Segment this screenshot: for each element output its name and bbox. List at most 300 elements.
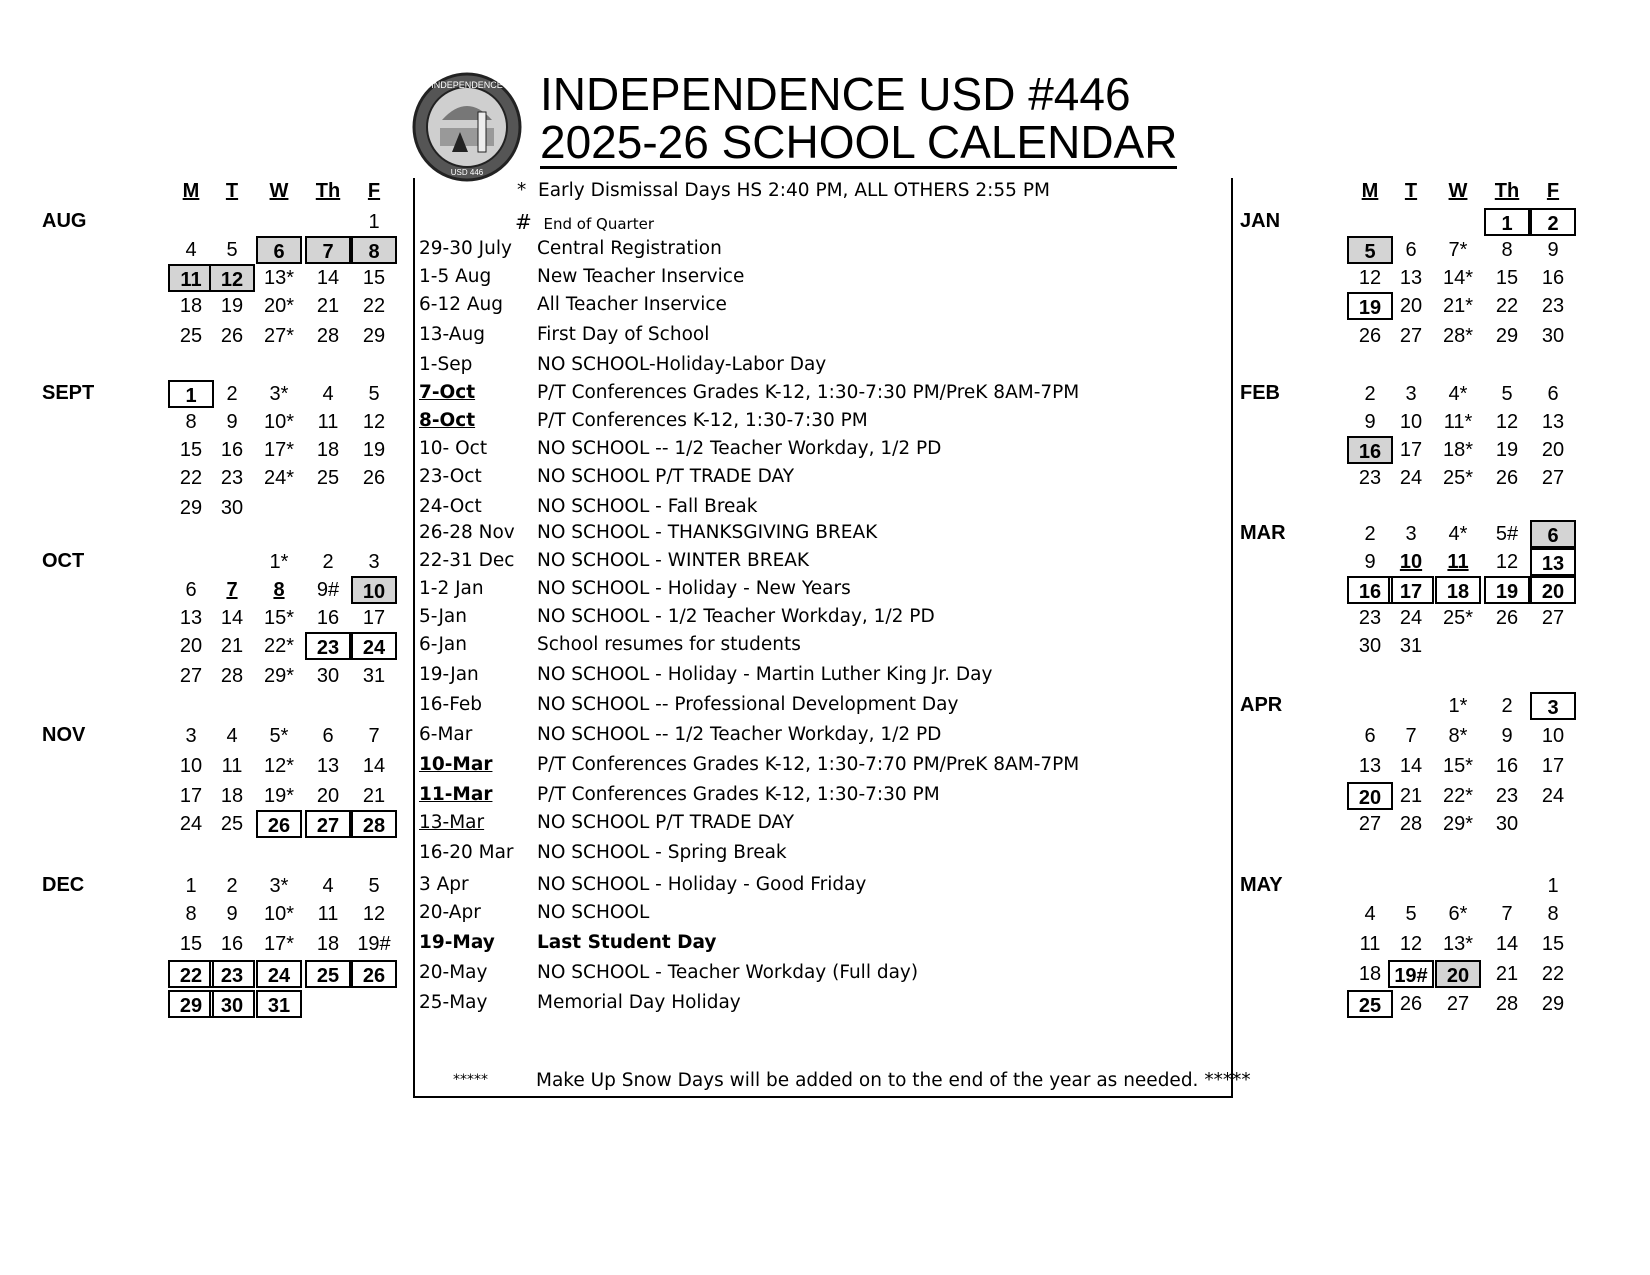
day-cell: 12: [209, 264, 255, 292]
day-cell: 30: [1358, 635, 1382, 657]
day-cell: 20: [1530, 576, 1576, 604]
day-cell: 24*: [263, 467, 295, 489]
day-cell: 27: [1358, 813, 1382, 835]
day-cell: 28: [1399, 813, 1423, 835]
day-cell: 22: [179, 467, 203, 489]
right-header-m: M: [1361, 180, 1379, 202]
day-cell: 3: [1405, 383, 1417, 405]
page-title: [540, 70, 1177, 169]
day-cell: 22*: [263, 635, 295, 657]
day-cell: 17: [1399, 439, 1423, 461]
event-date: 5-Jan: [419, 606, 467, 627]
day-cell: 2: [1364, 383, 1376, 405]
day-cell: 8: [273, 579, 285, 601]
day-cell: 5*: [269, 725, 289, 747]
event-date: 16-Feb: [419, 694, 482, 715]
day-cell: 23: [1541, 295, 1565, 317]
day-cell: 6: [1364, 725, 1376, 747]
event-date: 26-28 Nov: [419, 522, 515, 543]
day-cell: 6: [322, 725, 334, 747]
day-cell: 25: [316, 467, 340, 489]
day-cell: 27: [1446, 993, 1470, 1015]
day-cell: 18: [1358, 963, 1382, 985]
day-cell: 19: [1484, 576, 1530, 604]
day-cell: 13: [179, 607, 203, 629]
day-cell: 10*: [263, 903, 295, 925]
day-cell: 19: [1495, 439, 1519, 461]
event-description: P/T Conferences Grades K-12, 1:30-7:70 PM/PreK 8AM-7PM: [537, 754, 1080, 775]
right-header-w: W: [1448, 180, 1468, 202]
day-cell: 26: [1495, 607, 1519, 629]
day-cell: 8: [1547, 903, 1559, 925]
day-cell: 7*: [1448, 239, 1468, 261]
event-description: NO SCHOOL -- Professional Development Day: [537, 694, 959, 715]
day-cell: 29*: [263, 665, 295, 687]
day-cell: 10: [1541, 725, 1565, 747]
event-date: 6-Jan: [419, 634, 467, 655]
day-cell: 22*: [1442, 785, 1474, 807]
day-cell: 3: [1405, 523, 1417, 545]
footer-stars: *****: [453, 1072, 488, 1088]
day-cell: 11*: [1443, 411, 1473, 433]
day-cell: 27: [179, 665, 203, 687]
day-cell: 28: [351, 810, 397, 838]
day-cell: 16: [316, 607, 340, 629]
day-cell: 10: [351, 576, 397, 604]
event-description: NO SCHOOL - 1/2 Teacher Workday, 1/2 PD: [537, 606, 935, 627]
right-header-th: Th: [1494, 180, 1520, 202]
month-label-nov: NOV: [42, 724, 86, 746]
day-cell: 24: [1399, 467, 1423, 489]
day-cell: 6: [1530, 520, 1576, 548]
day-cell: 18: [316, 439, 340, 461]
day-cell: 21: [362, 785, 386, 807]
day-cell: 18: [1435, 576, 1481, 604]
day-cell: 11: [1359, 933, 1381, 955]
event-date: 1-Sep: [419, 354, 473, 375]
day-cell: 16: [1495, 755, 1519, 777]
day-cell: 2: [226, 383, 238, 405]
day-cell: 25*: [1442, 607, 1474, 629]
day-cell: 4*: [1448, 523, 1468, 545]
day-cell: 12: [1495, 411, 1519, 433]
day-cell: 2: [226, 875, 238, 897]
day-cell: 30: [220, 497, 244, 519]
day-cell: 18*: [1442, 439, 1474, 461]
day-cell: 7: [1501, 903, 1513, 925]
day-cell: 5: [1347, 236, 1393, 264]
logo-bottom-text: USD 446: [450, 168, 484, 177]
day-cell: 25: [1347, 990, 1393, 1018]
day-cell: 19: [1347, 292, 1393, 320]
day-cell: 28: [220, 665, 244, 687]
month-label-feb: FEB: [1240, 382, 1280, 404]
day-cell: 10: [1399, 551, 1423, 573]
event-description: First Day of School: [537, 324, 710, 345]
day-cell: 9#: [316, 579, 340, 601]
day-cell: 15: [362, 267, 386, 289]
day-cell: 13*: [263, 267, 295, 289]
day-cell: 11: [221, 755, 243, 777]
day-cell: 4: [322, 383, 334, 405]
day-cell: 12: [1495, 551, 1519, 573]
day-cell: 5: [1405, 903, 1417, 925]
day-cell: 5: [1501, 383, 1513, 405]
day-cell: 8: [185, 411, 197, 433]
event-description: NO SCHOOL P/T TRADE DAY: [537, 812, 795, 833]
day-cell: 5#: [1495, 523, 1519, 545]
left-header-f: F: [367, 180, 381, 202]
day-cell: 17: [1388, 576, 1434, 604]
day-cell: 2: [1364, 523, 1376, 545]
day-cell: 26: [256, 810, 302, 838]
day-cell: 29: [1541, 993, 1565, 1015]
event-date: 29-30 July: [419, 238, 512, 259]
day-cell: 12: [362, 411, 386, 433]
day-cell: 31: [362, 665, 386, 687]
day-cell: 31: [1399, 635, 1423, 657]
day-cell: 1*: [269, 551, 289, 573]
day-cell: 4: [226, 725, 238, 747]
day-cell: 17: [362, 607, 386, 629]
day-cell: 20: [1347, 782, 1393, 810]
day-cell: 22: [362, 295, 386, 317]
event-description: NO SCHOOL -- 1/2 Teacher Workday, 1/2 PD: [537, 438, 942, 459]
event-description: P/T Conferences Grades K-12, 1:30-7:30 PM/PreK 8AM-7PM: [537, 382, 1080, 403]
day-cell: 27: [1541, 607, 1565, 629]
day-cell: 29: [362, 325, 386, 347]
month-label-oct: OCT: [42, 550, 85, 572]
day-cell: 17*: [263, 933, 295, 955]
event-description: NO SCHOOL -- 1/2 Teacher Workday, 1/2 PD: [537, 724, 942, 745]
day-cell: 14: [1399, 755, 1423, 777]
event-description: NO SCHOOL - Holiday - Good Friday: [537, 874, 867, 895]
day-cell: 12: [1399, 933, 1423, 955]
event-date: 1-5 Aug: [419, 266, 492, 287]
day-cell: 13: [1530, 548, 1576, 576]
day-cell: 23: [220, 467, 244, 489]
day-cell: 20: [316, 785, 340, 807]
event-description: P/T Conferences Grades K-12, 1:30-7:30 PM: [537, 784, 940, 805]
day-cell: 12: [362, 903, 386, 925]
month-label-jan: JAN: [1240, 210, 1281, 232]
day-cell: 14: [1495, 933, 1519, 955]
day-cell: 13: [316, 755, 340, 777]
day-cell: 26: [220, 325, 244, 347]
event-description: NO SCHOOL - Spring Break: [537, 842, 787, 863]
title-line-1: INDEPENDENCE USD #446: [540, 68, 1131, 120]
day-cell: 3: [185, 725, 197, 747]
day-cell: 17: [1541, 755, 1565, 777]
day-cell: 26: [351, 960, 397, 988]
day-cell: 19: [220, 295, 244, 317]
day-cell: 7: [1405, 725, 1417, 747]
day-cell: 7: [226, 579, 238, 601]
event-description: NO SCHOOL - WINTER BREAK: [537, 550, 810, 571]
day-cell: 19#: [357, 933, 391, 955]
event-description: Central Registration: [537, 238, 722, 259]
day-cell: 19*: [263, 785, 295, 807]
day-cell: 15: [1495, 267, 1519, 289]
event-date: 13-Aug: [419, 324, 485, 345]
day-cell: 15: [1541, 933, 1565, 955]
event-date: 7-Oct: [419, 382, 476, 403]
day-cell: 5: [226, 239, 238, 261]
day-cell: 13*: [1442, 933, 1474, 955]
event-description: NO SCHOOL-Holiday-Labor Day: [537, 354, 827, 375]
day-cell: 7: [368, 725, 380, 747]
day-cell: 18: [179, 295, 203, 317]
logo-top-text: INDEPENDENCE: [431, 80, 503, 90]
district-logo: [412, 72, 522, 182]
day-cell: 21: [220, 635, 244, 657]
event-description: NO SCHOOL - Holiday - Martin Luther King Jr. Day: [537, 664, 993, 685]
title-line-2: 2025-26 SCHOOL CALENDAR: [540, 116, 1178, 168]
day-cell: 6: [256, 236, 302, 264]
day-cell: 11: [1447, 551, 1469, 573]
day-cell: 3*: [269, 383, 289, 405]
event-description: NO SCHOOL: [537, 902, 650, 923]
day-cell: 20: [1541, 439, 1565, 461]
day-cell: 1*: [1448, 695, 1468, 717]
day-cell: 8: [1501, 239, 1513, 261]
day-cell: 30: [1541, 325, 1565, 347]
day-cell: 1: [185, 875, 197, 897]
event-date: 10-Mar: [419, 754, 493, 775]
day-cell: 9: [1364, 551, 1376, 573]
day-cell: 4: [185, 239, 197, 261]
day-cell: 15: [179, 933, 203, 955]
event-date: 8-Oct: [419, 410, 476, 431]
day-cell: 6: [185, 579, 197, 601]
left-header-w: W: [269, 180, 289, 202]
left-header-th: Th: [315, 180, 341, 202]
day-cell: 9: [226, 411, 238, 433]
day-cell: 14*: [1442, 267, 1474, 289]
event-date: 25-May: [419, 992, 488, 1013]
day-cell: 27: [305, 810, 351, 838]
day-cell: 23: [1358, 607, 1382, 629]
day-cell: 10: [179, 755, 203, 777]
event-date: 19-Jan: [419, 664, 479, 685]
day-cell: 16: [1347, 576, 1393, 604]
day-cell: 8*: [1448, 725, 1468, 747]
day-cell: 19#: [1388, 960, 1434, 988]
day-cell: 28: [1495, 993, 1519, 1015]
day-cell: 22: [1541, 963, 1565, 985]
event-description: NO SCHOOL - THANKSGIVING BREAK: [537, 522, 878, 543]
day-cell: 24: [1541, 785, 1565, 807]
event-date: 6-12 Aug: [419, 294, 503, 315]
event-description: New Teacher Inservice: [537, 266, 745, 287]
day-cell: 1: [168, 380, 214, 408]
day-cell: 24: [351, 632, 397, 660]
event-date: 20-May: [419, 962, 488, 983]
day-cell: 14: [362, 755, 386, 777]
day-cell: 29: [179, 497, 203, 519]
day-cell: 23: [305, 632, 351, 660]
day-cell: 31: [256, 990, 302, 1018]
event-description: Memorial Day Holiday: [537, 992, 741, 1013]
day-cell: 30: [1495, 813, 1519, 835]
day-cell: 10*: [263, 411, 295, 433]
day-cell: 30: [209, 990, 255, 1018]
event-date: 13-Mar: [419, 812, 485, 833]
day-cell: 20: [179, 635, 203, 657]
day-cell: 1: [1547, 875, 1559, 897]
event-description: P/T Conferences K-12, 1:30-7:30 PM: [537, 410, 868, 431]
day-cell: 13: [1358, 755, 1382, 777]
event-description: Last Student Day: [537, 932, 717, 953]
day-cell: 17*: [263, 439, 295, 461]
day-cell: 26: [1495, 467, 1519, 489]
day-cell: 3: [368, 551, 380, 573]
day-cell: 6*: [1448, 903, 1468, 925]
legend-quarter-text: End of Quarter: [543, 215, 654, 233]
day-cell: 28: [316, 325, 340, 347]
event-date: 20-Apr: [419, 902, 481, 923]
legend-early-text: Early Dismissal Days HS 2:40 PM, ALL OTHERS 2:55 PM: [538, 180, 1050, 201]
footer-note: Make Up Snow Days will be added on to the end of the year as needed. *****: [536, 1070, 1251, 1091]
day-cell: 29*: [1442, 813, 1474, 835]
day-cell: 2: [1501, 695, 1513, 717]
day-cell: 19: [362, 439, 386, 461]
day-cell: 1: [368, 211, 380, 233]
month-label-mar: MAR: [1240, 522, 1286, 544]
day-cell: 26: [1358, 325, 1382, 347]
day-cell: 3*: [269, 875, 289, 897]
day-cell: 4: [322, 875, 334, 897]
day-cell: 9: [1547, 239, 1559, 261]
day-cell: 25: [220, 813, 244, 835]
day-cell: 23: [1495, 785, 1519, 807]
event-date: 1-2 Jan: [419, 578, 484, 599]
day-cell: 2: [1530, 208, 1576, 236]
event-description: NO SCHOOL - Holiday - New Years: [537, 578, 851, 599]
day-cell: 17: [179, 785, 203, 807]
day-cell: 26: [362, 467, 386, 489]
day-cell: 2: [322, 551, 334, 573]
day-cell: 18: [316, 933, 340, 955]
day-cell: 11: [317, 903, 339, 925]
day-cell: 15*: [263, 607, 295, 629]
day-cell: 24: [256, 960, 302, 988]
legend-quarter-symbol: #: [515, 210, 532, 234]
day-cell: 27: [1399, 325, 1423, 347]
day-cell: 22: [1495, 295, 1519, 317]
event-date: 24-Oct: [419, 496, 482, 517]
day-cell: 8: [351, 236, 397, 264]
day-cell: 21*: [1442, 295, 1474, 317]
month-label-sept: SEPT: [42, 382, 95, 404]
day-cell: 11: [168, 264, 214, 292]
event-date: 22-31 Dec: [419, 550, 515, 571]
day-cell: 8: [185, 903, 197, 925]
event-date: 23-Oct: [419, 466, 482, 487]
day-cell: 13: [1541, 411, 1565, 433]
day-cell: 15: [179, 439, 203, 461]
day-cell: 18: [220, 785, 244, 807]
day-cell: 26: [1399, 993, 1423, 1015]
day-cell: 20*: [263, 295, 295, 317]
day-cell: 16: [1347, 436, 1393, 464]
event-description: NO SCHOOL P/T TRADE DAY: [537, 466, 795, 487]
event-date: 11-Mar: [419, 784, 493, 805]
day-cell: 27*: [263, 325, 295, 347]
day-cell: 20: [1435, 960, 1481, 988]
event-description: All Teacher Inservice: [537, 294, 727, 315]
event-date: 6-Mar: [419, 724, 473, 745]
day-cell: 13: [1399, 267, 1423, 289]
day-cell: 14: [316, 267, 340, 289]
left-header-m: M: [182, 180, 200, 202]
day-cell: 23: [209, 960, 255, 988]
day-cell: 1: [1484, 208, 1530, 236]
day-cell: 22: [168, 960, 214, 988]
day-cell: 24: [179, 813, 203, 835]
day-cell: 29: [168, 990, 214, 1018]
day-cell: 9: [226, 903, 238, 925]
day-cell: 12*: [263, 755, 295, 777]
month-label-may: MAY: [1240, 874, 1283, 896]
day-cell: 14: [220, 607, 244, 629]
event-description: NO SCHOOL - Teacher Workday (Full day): [537, 962, 919, 983]
month-label-apr: APR: [1240, 694, 1283, 716]
left-header-t: T: [225, 180, 239, 202]
legend-early-symbol: *: [517, 180, 527, 201]
day-cell: 21: [316, 295, 340, 317]
day-cell: 4*: [1448, 383, 1468, 405]
day-cell: 6: [1547, 383, 1559, 405]
event-description: NO SCHOOL - Fall Break: [537, 496, 758, 517]
day-cell: 10: [1399, 411, 1423, 433]
day-cell: 25: [179, 325, 203, 347]
event-description: School resumes for students: [537, 634, 801, 655]
day-cell: 5: [368, 383, 380, 405]
day-cell: 3: [1530, 692, 1576, 720]
events-list: [413, 178, 1233, 1098]
day-cell: 12: [1358, 267, 1382, 289]
day-cell: 16: [220, 439, 244, 461]
day-cell: 24: [1399, 607, 1423, 629]
right-header-f: F: [1546, 180, 1560, 202]
event-date: 10- Oct: [419, 438, 488, 459]
event-date: 3 Apr: [419, 874, 469, 895]
event-date: 19-May: [419, 932, 495, 953]
month-label-dec: DEC: [42, 874, 85, 896]
day-cell: 5: [368, 875, 380, 897]
day-cell: 9: [1364, 411, 1376, 433]
day-cell: 15*: [1442, 755, 1474, 777]
day-cell: 29: [1495, 325, 1519, 347]
day-cell: 16: [220, 933, 244, 955]
day-cell: 20: [1399, 295, 1423, 317]
day-cell: 23: [1358, 467, 1382, 489]
day-cell: 7: [305, 236, 351, 264]
day-cell: 27: [1541, 467, 1565, 489]
event-date: 16-20 Mar: [419, 842, 514, 863]
right-header-t: T: [1404, 180, 1418, 202]
day-cell: 30: [316, 665, 340, 687]
day-cell: 9: [1501, 725, 1513, 747]
day-cell: 16: [1541, 267, 1565, 289]
day-cell: 11: [317, 411, 339, 433]
day-cell: 6: [1405, 239, 1417, 261]
day-cell: 25*: [1442, 467, 1474, 489]
day-cell: 28*: [1442, 325, 1474, 347]
day-cell: 25: [305, 960, 351, 988]
day-cell: 4: [1364, 903, 1376, 925]
